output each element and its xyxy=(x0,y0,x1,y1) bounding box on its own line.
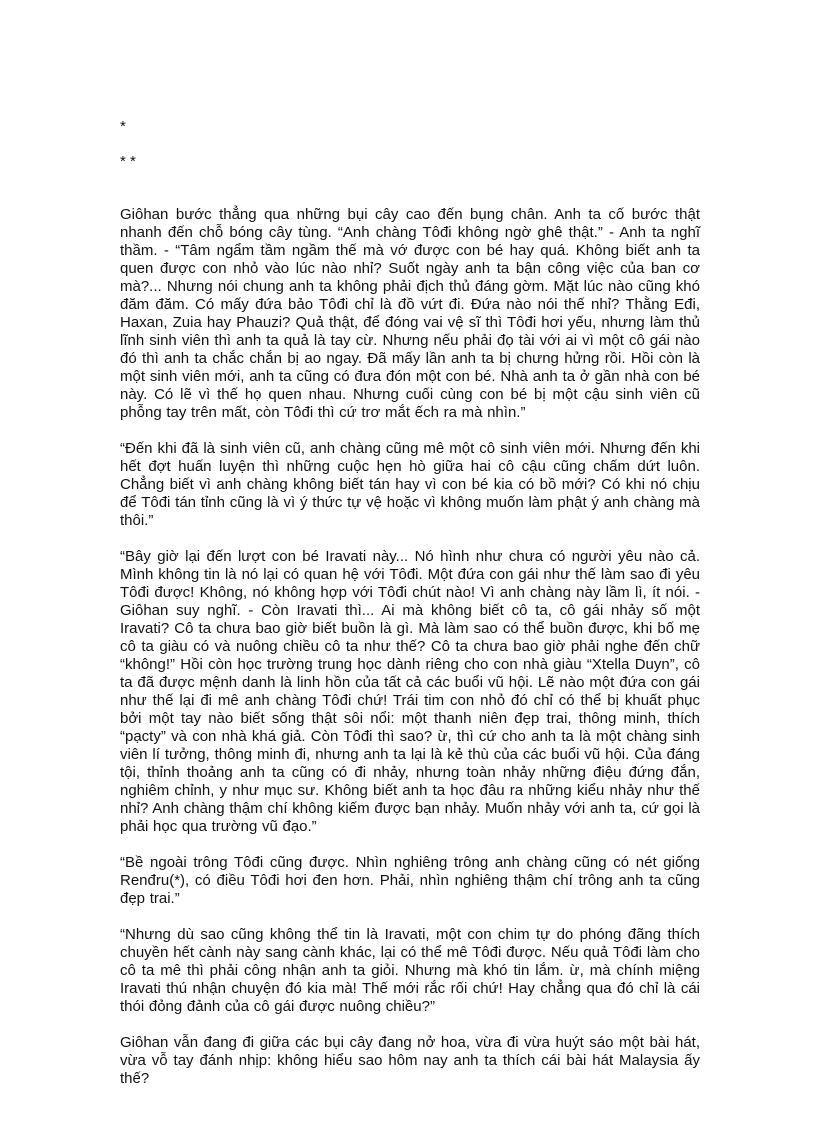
paragraph: “Đến khi đã là sinh viên cũ, anh chàng cũng mê một cô sinh viên mới. Nhưng đến khi hết đợt huấn luyện thì những cuộc hẹn hò giữa hai cô cậu cũng chấm dứt luôn. Chẳng biết vì anh chàng không biết tán hay vì con bé kia có bồ mới? Có khi nó chịu để Tôđi tán tỉnh cũng là vì ý thức tự vệ hoặc vì không muốn làm phật ý anh chàng mà thôi.” xyxy=(120,440,700,529)
paragraph: Giôhan vẫn đang đi giữa các bụi cây đang nở hoa, vừa đi vừa huýt sáo một bài hát, vừa vỗ tay đánh nhịp: không hiểu sao hôm nay anh ta thích cái bài hát Malaysia ấy thế? xyxy=(120,1034,700,1087)
paragraph: Giôhan bước thẳng qua những bụi cây cao đến bụng chân. Anh ta cố bước thật nhanh đến chỗ bóng cây tùng. “Anh chàng Tôđi không ngờ ghê thật.” - Anh ta nghĩ thầm. - “Tâm ngẩm tầm ngầm thế mà vớ được con bé hay quá. Không biết anh ta quen được con nhỏ vào lúc nào nhỉ? Suốt ngày anh ta bận công việc của ban cơ mà?... Nhưng nói chung anh ta không phải địch thủ đáng gờm. Mặt lúc nào cũng khó đăm đăm. Có mấy đứa bảo Tôđi chỉ là đồ vứt đi. Đứa nào nói thế nhỉ? Thằng Eđi, Haxan, Zuia hay Phauzi? Quả thật, để đóng vai vệ sĩ thì Tôđi hơi yếu, nhưng làm thủ lĩnh sinh viên thì anh ta quả là tay cừ. Nhưng nếu phải đọ tài với ai vì một cô gái nào đó thì anh ta chắc chắn bị ao ngay. Đã mấy lần anh ta bị chưng hửng rồi. Hồi còn là một sinh viên mới, anh ta cũng có đưa đón một con bé. Nhà anh ta ở gần nhà con bé này. Có lẽ vì thế họ quen nhau. Nhưng cuối cùng con bé bị một cậu sinh viên cũ phỗng tay trên mất, còn Tôđi thì cứ trơ mắt ếch ra mà nhìn.” xyxy=(120,206,700,421)
paragraph: “Bề ngoài trông Tôđi cũng được. Nhìn nghiêng trông anh chàng cũng có nét giống Renđru(*), có điều Tôđi hơi đen hơn. Phải, nhìn nghiêng thậm chí trông anh ta cũng đẹp trai.” xyxy=(120,854,700,907)
paragraph: “Bây giờ lại đến lượt con bé Iravati này... Nó hình như chưa có người yêu nào cả. Mình không tin là nó lại có quan hệ với Tôđi. Một đứa con gái như thế làm sao đi yêu Tôđi được! Không, nó không hợp với Tôđi chút nào! Vì anh chàng này lầm lì, ít nói. - Giôhan suy nghĩ. - Còn Iravati thì... Ai mà không biết cô ta, cô gái nhảy số một Iravati? Cô ta chưa bao giờ biết buồn là gì. Mà làm sao có thể buồn được, khi bố mẹ cô ta giàu có và nuông chiều cô ta như thế? Cô ta chưa bao giờ phải nghe đến chữ “không!” Hồi còn học trường trung học dành riêng cho con nhà giàu “Xtella Duyn”, cô ta đã được mệnh danh là linh hồn của tất cả các buổi vũ hội. Lẽ nào một đứa con gái như thế lại đi mê anh chàng Tôđi chứ! Trái tim con nhỏ đó chỉ có thể bị khuất phục bởi một tay nào biết sống thật sôi nổi: một thanh niên đẹp trai, thông minh, thích “pạcty” và con nhà khá giả. Còn Tôđi thì sao? ừ, thì cứ cho anh ta là một chàng sinh viên lí tưởng, thông minh đi, nhưng anh ta lại là kẻ thù của các buổi vũ hội. Của đáng tội, thỉnh thoảng anh ta cũng có đi nhảy, nhưng toàn nhảy những điệu đứng đắn, nghiêm chỉnh, y như mục sư. Không biết anh ta học đâu ra những kiểu nhảy như thế nhỉ? Anh chàng thậm chí không kiếm được bạn nhảy. Muốn nhảy với anh ta, cứ gọi là phải học qua trường vũ đạo.” xyxy=(120,548,700,835)
document-page xyxy=(120,118,700,1106)
section-separator-double: * * xyxy=(120,153,136,170)
paragraph: “Nhưng dù sao cũng không thể tin là Iravati, một con chim tự do phóng đãng thích chuyền hết cành này sang cành khác, lại có thể mê Tôđi được. Nếu quả Tôđi làm cho cô ta mê thì phải công nhận anh ta giỏi. Nhưng mà khó tin lắm. ừ, mà chính miệng Iravati thú nhận chuyện đó kia mà! Thế mới rắc rối chứ! Hay chẳng qua đó chỉ là cái thói đỏng đảnh của cô gái được nuông chiều?” xyxy=(120,926,700,1015)
section-separator-single: * xyxy=(120,118,126,135)
document-body xyxy=(120,206,700,1088)
